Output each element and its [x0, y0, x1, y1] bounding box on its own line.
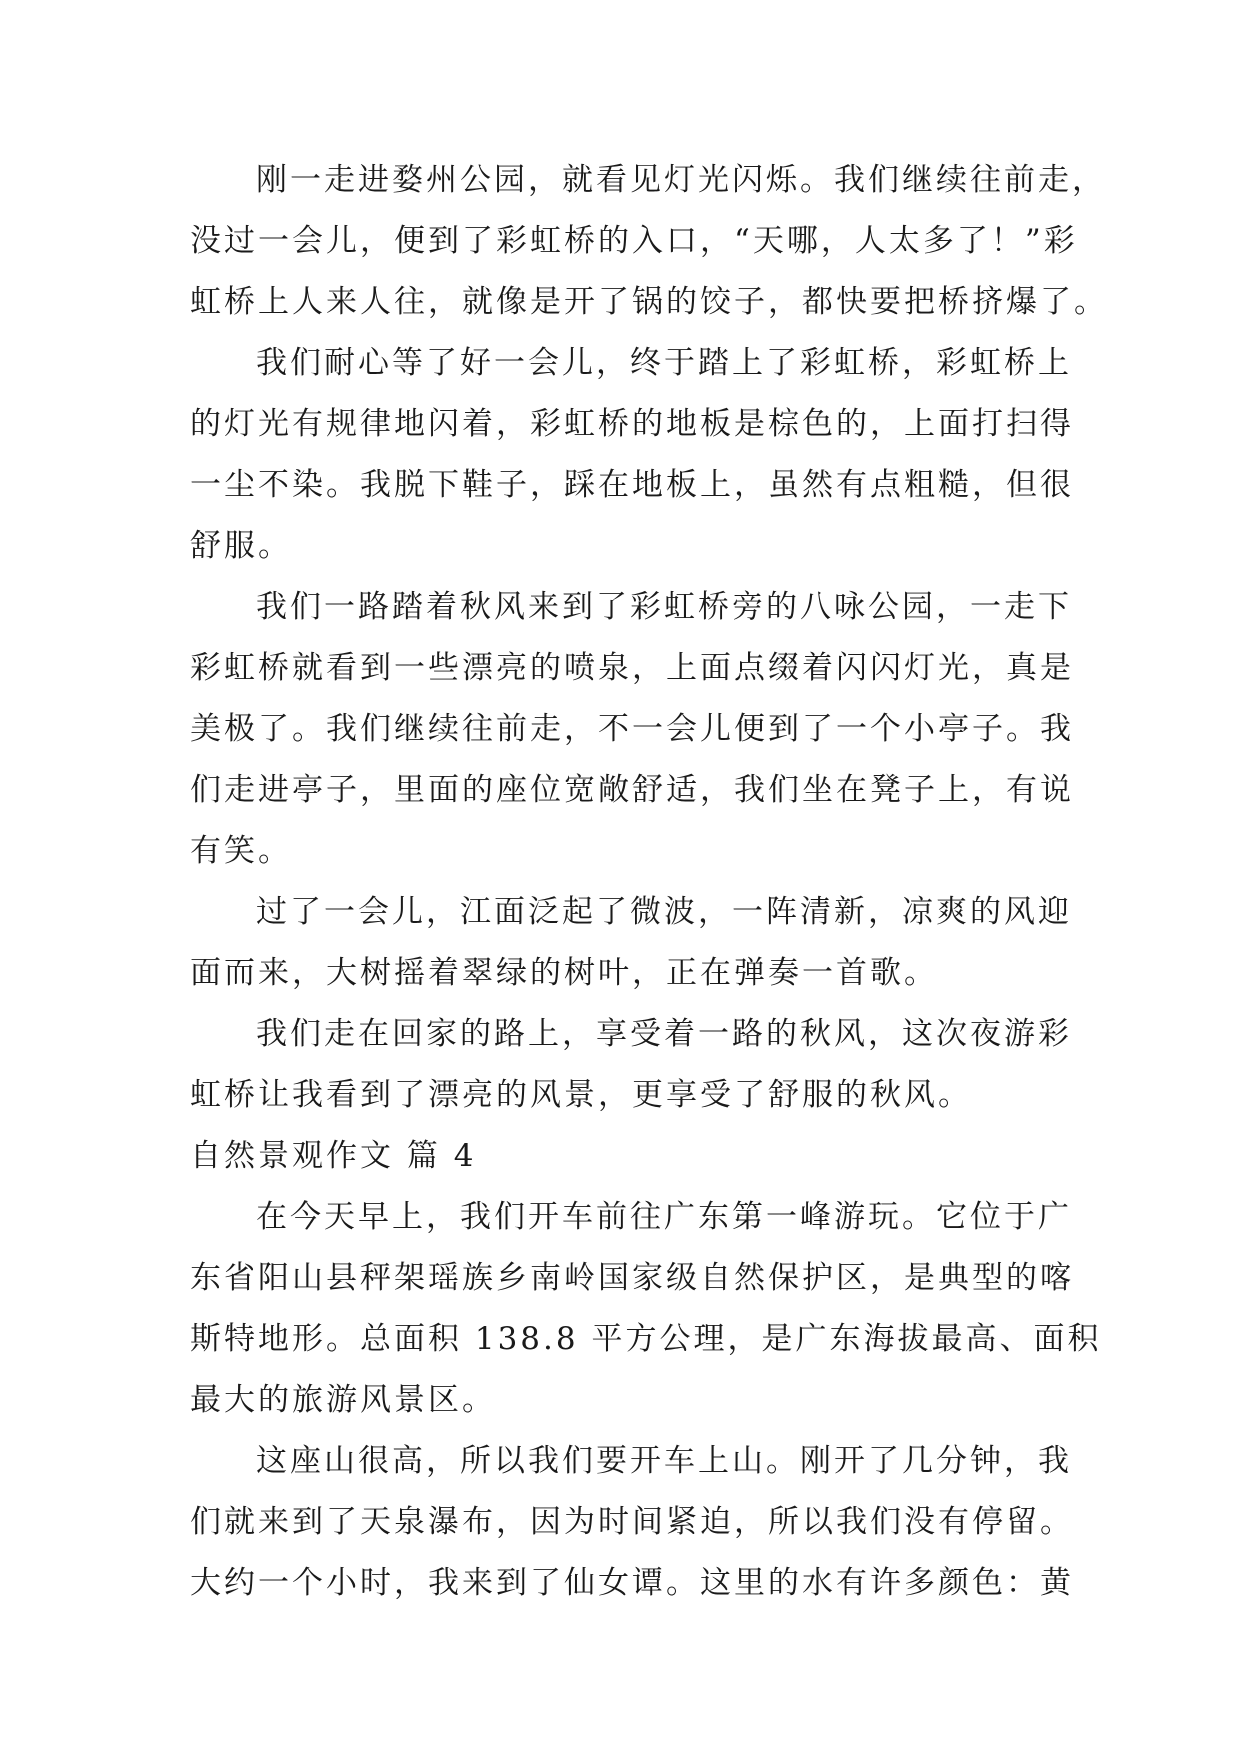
- text-line: 东省阳山县秤架瑶族乡南岭国家级自然保护区，是典型的喀: [190, 1260, 1074, 1296]
- text-line: 美极了。我们继续往前走，不一会儿便到了一个小亭子。我: [190, 711, 1074, 747]
- text-line: 斯特地形。总面积 138.8 平方公理，是广东海拔最高、面积: [190, 1321, 1102, 1357]
- text-line: 面而来，大树摇着翠绿的树叶，正在弹奏一首歌。: [190, 955, 938, 991]
- text-line: 我们一路踏着秋风来到了彩虹桥旁的八咏公园，一走下: [256, 589, 1072, 625]
- text-line: 我们走在回家的路上，享受着一路的秋风，这次夜游彩: [256, 1016, 1072, 1052]
- text-line: 最大的旅游风景区。: [190, 1382, 496, 1418]
- text-line: 在今天早上，我们开车前往广东第一峰游玩。它位于广: [256, 1199, 1072, 1235]
- document-body: [190, 150, 1108, 1614]
- text-line: 一尘不染。我脱下鞋子，踩在地板上，虽然有点粗糙，但很: [190, 467, 1074, 503]
- text-line: 们走进亭子，里面的座位宽敞舒适，我们坐在凳子上，有说: [190, 772, 1074, 808]
- text-line: 彩虹桥就看到一些漂亮的喷泉，上面点缀着闪闪灯光，真是: [190, 650, 1074, 686]
- text-line: 虹桥上人来人往，就像是开了锅的饺子，都快要把桥挤爆了。: [190, 284, 1108, 320]
- text-line: 的灯光有规律地闪着，彩虹桥的地板是棕色的，上面打扫得: [190, 406, 1074, 442]
- text-line: 没过一会儿，便到了彩虹桥的入口，“天哪，人太多了！”彩: [190, 223, 1078, 259]
- text-line: 过了一会儿，江面泛起了微波，一阵清新，凉爽的风迎: [256, 894, 1072, 930]
- text-line: 刚一走进婺州公园，就看见灯光闪烁。我们继续往前走，: [256, 162, 1106, 198]
- text-line: 这座山很高，所以我们要开车上山。刚开了几分钟，我: [256, 1443, 1072, 1479]
- text-line: 我们耐心等了好一会儿，终于踏上了彩虹桥，彩虹桥上: [256, 345, 1072, 381]
- section-heading: 自然景观作文 篇 4: [190, 1138, 477, 1174]
- text-line: 大约一个小时，我来到了仙女谭。这里的水有许多颜色：黄: [190, 1565, 1074, 1601]
- text-line: 们就来到了天泉瀑布，因为时间紧迫，所以我们没有停留。: [190, 1504, 1074, 1540]
- text-line: 有笑。: [190, 833, 292, 869]
- text-line: 虹桥让我看到了漂亮的风景，更享受了舒服的秋风。: [190, 1077, 972, 1113]
- text-line: 舒服。: [190, 528, 292, 564]
